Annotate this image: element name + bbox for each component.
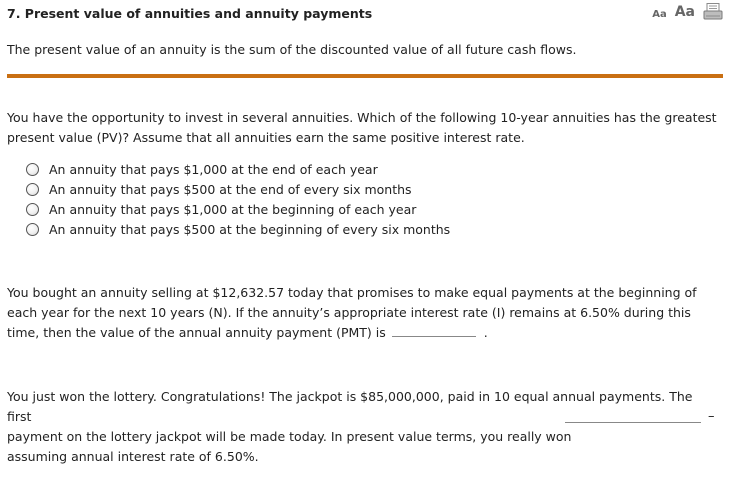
intro-text: The present value of an annuity is the sum of the discounted value of all future cash flows. [7, 42, 577, 57]
question-3-line-1: You just won the lottery. Congratulations! The jackpot is $85,000,000, paid in 10 equal annual payments. The first [7, 389, 693, 424]
question-3-line-3: assuming annual interest rate of 6.50%. [7, 449, 259, 464]
option-4[interactable] [26, 219, 450, 239]
printer-icon[interactable] [703, 3, 723, 21]
header-tools [652, 3, 723, 21]
option-2[interactable] [26, 179, 450, 199]
question-3-line-2: payment on the lottery jackpot will be made today. In present value terms, you really won [7, 429, 572, 444]
decrease-font-button[interactable]: Aa [652, 8, 667, 20]
question-3 [7, 387, 719, 467]
question-3-dash: – [708, 409, 715, 424]
option-1[interactable] [26, 159, 450, 179]
question-2-text: You bought an annuity selling at $12,632.57 today that promises to make equal payments at the beginning of each year for the next 10 years (N). If the annuity’s appropriate interest rate (I) remains at 6.50% during this time, then the value of the annual annuity payment (PMT) is [7, 285, 697, 340]
question-1-text: You have the opportunity to invest in several annuities. Which of the following 10-year annuities has the greatest present value (PV)? Assume that all annuities earn the same positive interest rate. [7, 110, 717, 145]
increase-font-button[interactable]: Aa [674, 4, 695, 20]
option-label: An annuity that pays $1,000 at the beginning of each year [49, 201, 417, 217]
question-2-period: . [483, 325, 488, 340]
pmt-answer-dropdown[interactable] [392, 324, 476, 337]
radio-button[interactable] [26, 223, 39, 236]
option-label: An annuity that pays $500 at the beginning of every six months [49, 221, 451, 237]
section-divider [7, 74, 723, 78]
question-header [7, 6, 723, 24]
question-1-options [26, 159, 450, 239]
question-2 [7, 283, 719, 343]
lottery-pv-answer-dropdown[interactable] [565, 410, 701, 423]
option-3[interactable] [26, 199, 450, 219]
question-title: 7. Present value of annuities and annuity payments [7, 6, 373, 21]
option-label: An annuity that pays $500 at the end of every six months [49, 181, 412, 197]
option-label: An annuity that pays $1,000 at the end of each year [49, 161, 378, 177]
radio-button[interactable] [26, 183, 39, 196]
radio-button[interactable] [26, 163, 39, 176]
radio-button[interactable] [26, 203, 39, 216]
